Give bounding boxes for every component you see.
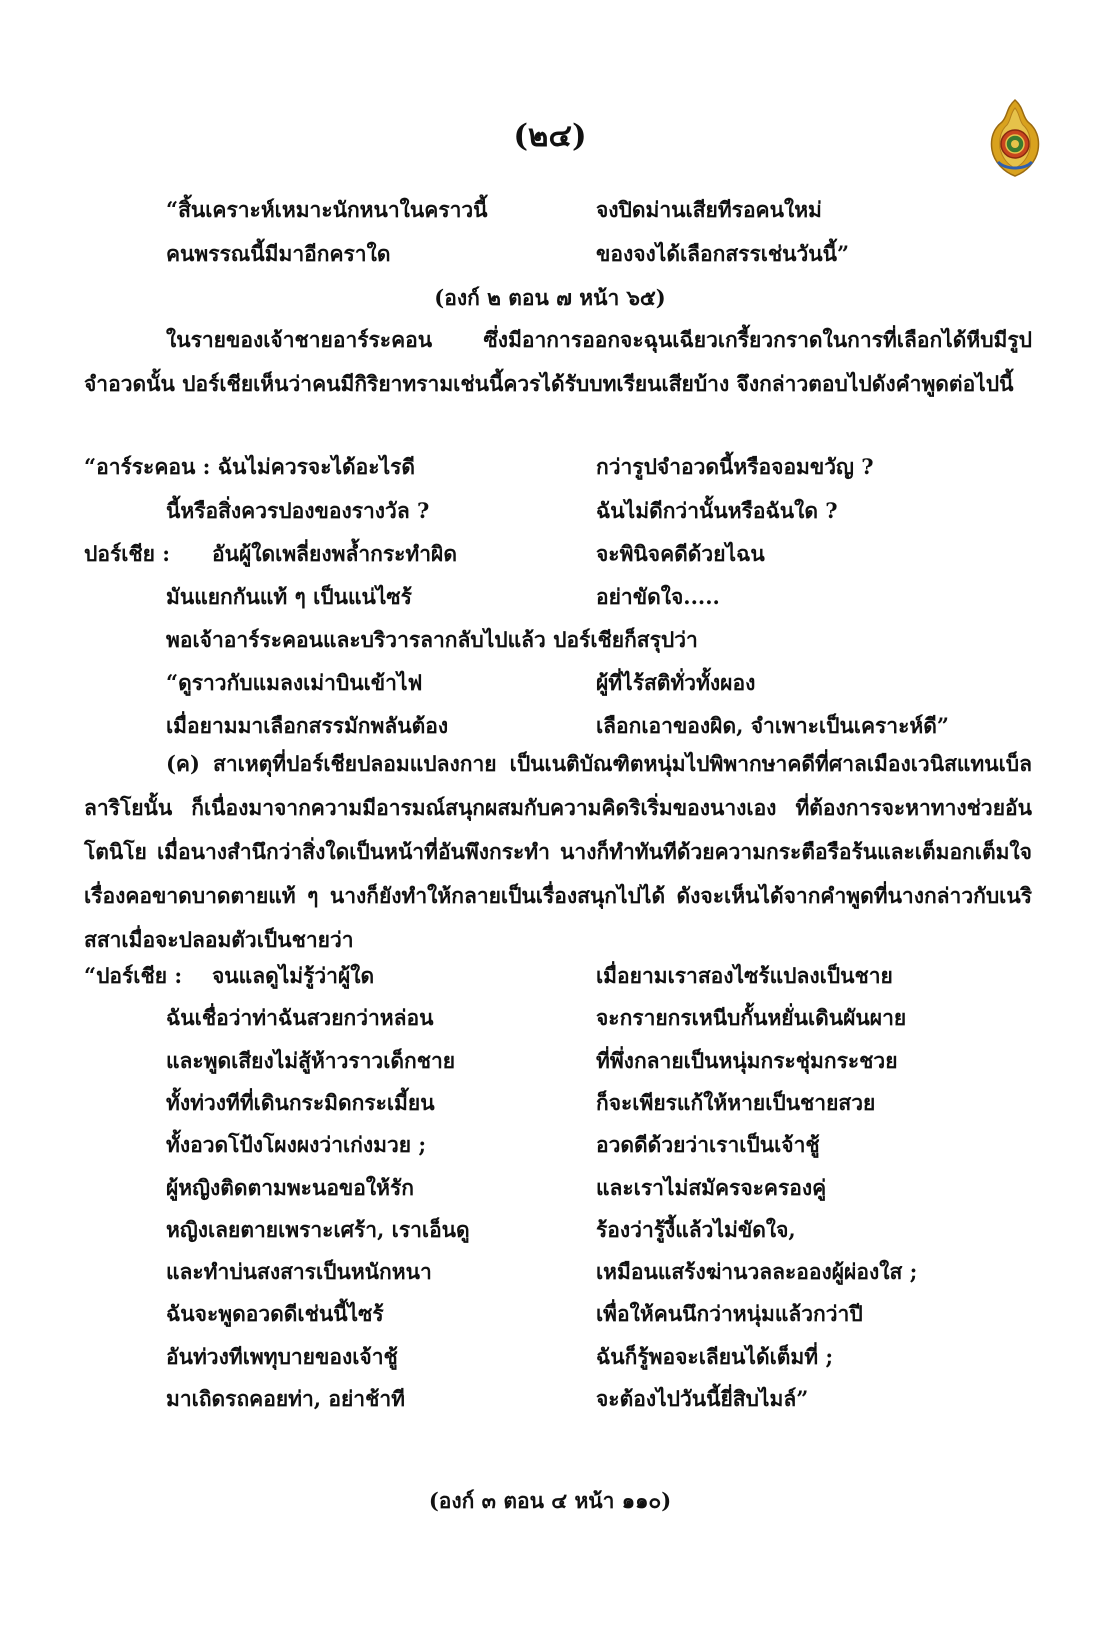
- ministry-emblem-icon: [984, 98, 1046, 178]
- verse-line: นี้หรือสิ่งควรปองของรางวัล ?: [166, 498, 430, 523]
- verse-line: หญิงเลยตายเพราะเศร้า, เราเอ็นดู: [166, 1217, 470, 1242]
- verse-line: และเราไม่สมัครจะครองคู่: [596, 1175, 827, 1200]
- verse-line: จะพินิจคดีด้วยไฉน: [596, 541, 765, 566]
- citation: (องก์ ๒ ตอน ๗ หน้า ๖๕): [434, 285, 666, 310]
- verse-line: จนแลดูไม่รู้ว่าผู้ใด: [212, 963, 375, 988]
- verse-line: เมื่อยามมาเลือกสรรมักพลันต้อง: [166, 713, 449, 738]
- verse-line: ที่พึ่งกลายเป็นหนุ่มกระชุ่มกระชวย: [596, 1048, 898, 1073]
- verse-line: จะกรายกรเหนีบกั้นหยั่นเดินผันผาย: [596, 1005, 907, 1030]
- verse-line: เหมือนแสร้งฆ่านวลละอองผู้ผ่องใส ;: [596, 1259, 918, 1284]
- verse-line: ของจงได้เลือกสรรเช่นวันนี้”: [596, 241, 850, 266]
- verse-line: ร้องว่ารู้งี้แล้วไม่ขัดใจ,: [596, 1217, 796, 1242]
- verse-line: เลือกเอาของผิด, จำเพาะเป็นเคราะห์ดี”: [596, 713, 949, 738]
- verse-line: อันผู้ใดเพลี่ยงพล้ำกระทำผิด: [212, 541, 457, 566]
- speaker-label: ปอร์เชีย :: [84, 541, 171, 566]
- verse-line: และทำบ่นสงสารเป็นหนักหนา: [166, 1259, 432, 1284]
- narration-line: พอเจ้าอาร์ระคอนและบริวารลากลับไปแล้ว ปอร์เชียก็สรุปว่า: [166, 627, 698, 652]
- verse-line: “อาร์ระคอน : ฉันไม่ควรจะได้อะไรดี: [84, 454, 416, 479]
- verse-line: จงปิดม่านเสียทีรอคนใหม่: [596, 197, 822, 222]
- verse-line: ทั้งท่วงทีที่เดินกระมิดกระเมี้ยน: [166, 1090, 435, 1115]
- verse-line: ทั้งอวดโป้งโผงผงว่าเก่งมวย ;: [166, 1132, 427, 1157]
- verse-line: มันแยกกันแท้ ๆ เป็นแน่ไซร้: [166, 584, 412, 609]
- verse-line: อวดดีด้วยว่าเราเป็นเจ้าชู้: [596, 1132, 820, 1157]
- verse-line: และพูดเสียงไม่สู้ห้าวราวเด็กชาย: [166, 1048, 456, 1073]
- citation: (องก์ ๓ ตอน ๔ หน้า ๑๑๐): [428, 1488, 672, 1513]
- verse-line: ฉันจะพูดอวดดีเช่นนี้ไซร้: [166, 1301, 384, 1326]
- verse-line: “ดูราวกับแมลงเม่าบินเข้าไฟ: [166, 670, 423, 695]
- verse-line: “สิ้นเคราะห์เหมาะนักหนาในคราวนี้: [166, 197, 488, 222]
- verse-line: เมื่อยามเราสองไซร้แปลงเป็นชาย: [596, 963, 893, 988]
- verse-line: ฉันก็รู้พอจะเลียนได้เต็มที่ ;: [596, 1344, 834, 1369]
- verse-line: เพื่อให้คนนึกว่าหนุ่มแล้วกว่าปี: [596, 1301, 863, 1326]
- verse-line: มาเถิดรถคอยท่า, อย่าช้าที: [166, 1386, 405, 1411]
- verse-line: จะต้องไปวันนี้ยี่สิบไมล์”: [596, 1386, 809, 1411]
- verse-line: ก็จะเพียรแก้ให้หายเป็นชายสวย: [596, 1090, 876, 1115]
- verse-line: กว่ารูปจำอวดนี้หรือจอมขวัญ ?: [596, 454, 874, 479]
- verse-line: ผู้ที่ไร้สติทั่วทั้งผอง: [596, 670, 756, 695]
- verse-line: ฉันเชื่อว่าท่าฉันสวยกว่าหล่อน: [166, 1005, 434, 1030]
- speaker-label: “ปอร์เชีย :: [84, 963, 183, 988]
- verse-line: อย่าขัดใจ.....: [596, 584, 720, 609]
- paragraph: (ค) สาเหตุที่ปอร์เชียปลอมแปลงกาย เป็นเนติบัณฑิตหนุ่มไปพิพากษาคดีที่ศาลเมืองเวนิสแทนเบ็ลลาริโยนั้น ก็เนื่องมาจากความมีอารมณ์สนุกผสมกับความคิดริเริ่มของนางเอง ที่ต้องการจะหาทางช่วยอันโตนิโย เมื่อนางสำนึกว่าสิ่งใดเป็นหน้าที่อันพึงกระทำ นางก็ทำทันทีด้วยความกระตือรือร้นและเต็มอกเต็มใจ เรื่องคอขาดบาดตายแท้ ๆ นางก็ยังทำให้กลายเป็นเรื่องสนุกไปได้ ดังจะเห็นได้จากคำพูดที่นางกล่าวกับเนริสสาเมื่อจะปลอมตัวเป็นชายว่า: [84, 751, 1032, 952]
- page-number: (๒๔): [513, 118, 587, 154]
- verse-line: ผู้หญิงติดตามพะนอขอให้รัก: [166, 1175, 414, 1200]
- paragraph: ในรายของเจ้าชายอาร์ระคอน ซึ่งมีอาการออกจะฉุนเฉียวเกรี้ยวกราดในการที่เลือกได้หีบมีรูปจำอวดนั้น ปอร์เชียเห็นว่าคนมีกิริยาทรามเช่นนี้ควรได้รับบทเรียนเสียบ้าง จึงกล่าวตอบไปดังคำพูดต่อไปนี้: [84, 327, 1032, 396]
- verse-line: คนพรรณนี้มีมาอีกคราใด: [166, 241, 391, 266]
- verse-line: ฉันไม่ดีกว่านั้นหรือฉันใด ?: [596, 498, 838, 523]
- verse-line: อันท่วงทีเพทุบายของเจ้าชู้: [166, 1344, 398, 1369]
